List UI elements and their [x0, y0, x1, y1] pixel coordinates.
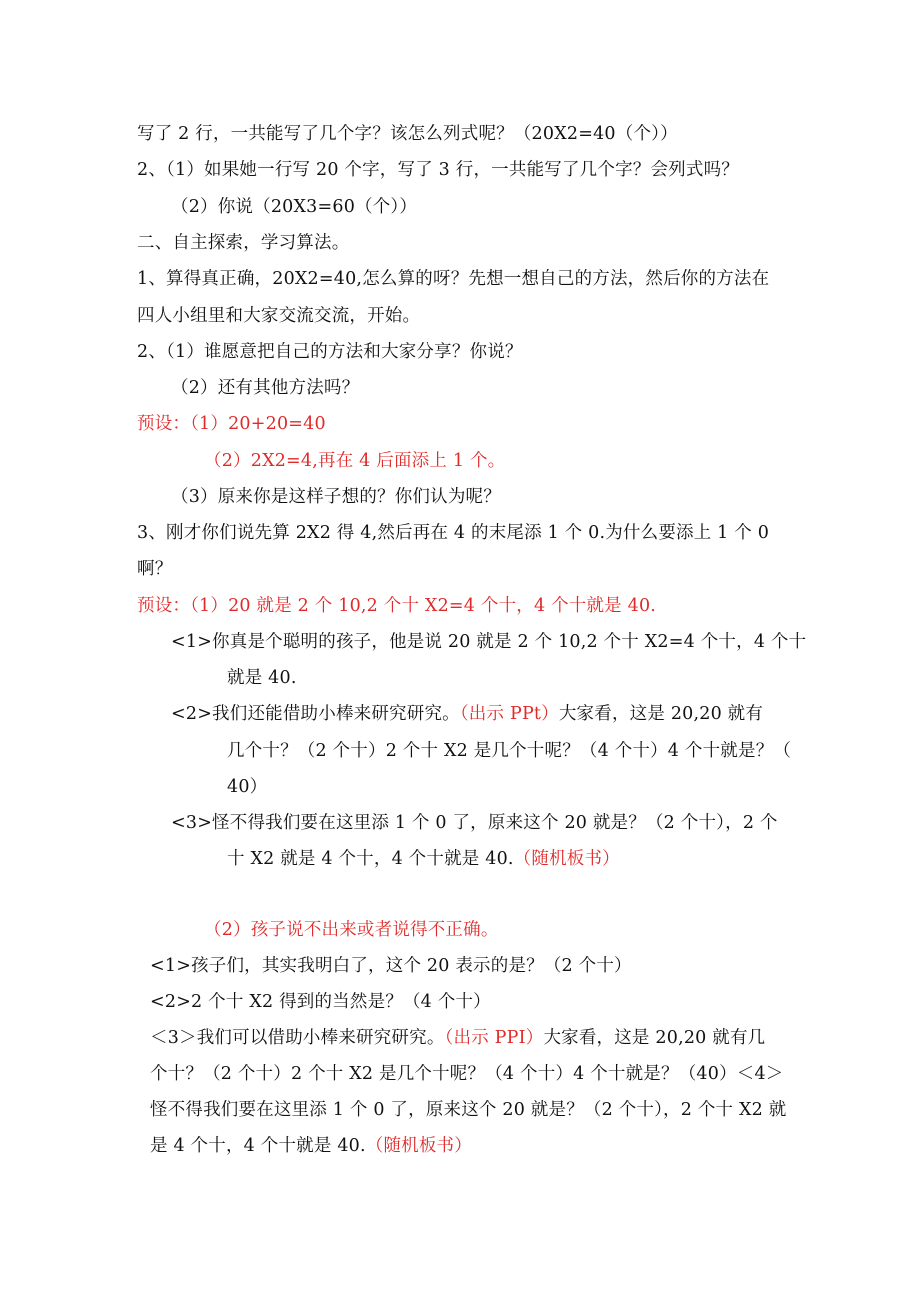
text-line — [227, 739, 791, 763]
line-text: 3、刚才你们说先算 2X2 得 4,然后再在 4 的末尾添 1 个 0.为什么要添上 1 个 0 — [137, 523, 770, 543]
preset-text: （2）孩子说不出来或者说得不正确。 — [204, 920, 499, 940]
text-line — [171, 376, 359, 400]
text-line — [171, 195, 417, 219]
annotation-text: （出示 PPt） — [459, 704, 559, 724]
line-text: <1>孩子们，其实我明白了，这个 20 表示的是？（2 个十） — [150, 956, 632, 976]
text-line — [137, 557, 172, 581]
annotation-text: （随机板书） — [513, 849, 620, 869]
text-line — [137, 340, 523, 364]
line-text: （2）还有其他方法吗？ — [171, 378, 360, 398]
text-line — [137, 521, 769, 545]
text-line — [227, 666, 297, 690]
text-line — [150, 990, 491, 1014]
text-line — [137, 267, 769, 291]
preset-text: 预设：（1）20 就是 2 个 10,2 个十 X2=4 个十，4 个十就是 40. — [137, 596, 657, 616]
section-heading — [137, 231, 349, 255]
line-text: <2>我们还能借助小棒来研究研究。 — [171, 704, 460, 724]
text-line — [171, 630, 806, 654]
preset-text: （2）2X2=4,再在 4 后面添上 1 个。 — [204, 451, 506, 471]
annotation-text: （出示 PPI） — [444, 1028, 544, 1048]
line-text: 大家看，这是 20,20 就有 — [558, 704, 764, 724]
text-line — [150, 954, 632, 978]
line-text: 二、自主探索，学习算法。 — [137, 233, 350, 253]
line-text: 1、算得真正确，20X2=40,怎么算的呀？先想一想自己的方法，然后你的方法在 — [137, 269, 770, 289]
line-text: 个十？（2 个十）2 个十 X2 是几个十呢？（4 个十）4 个十就是？（40）＜4＞ — [150, 1064, 784, 1084]
line-text: 几个十？（2 个十）2 个十 X2 是几个十呢？（4 个十）4 个十就是？（ — [227, 741, 792, 761]
line-text: （3）原来你是这样子想的？你们认为呢？ — [171, 487, 501, 507]
line-text: 写了 2 行，一共能写了几个字？该怎么列式呢？（20X2=40（个）） — [137, 124, 678, 144]
text-line — [137, 158, 739, 182]
text-line — [150, 1062, 784, 1086]
text-line — [227, 775, 267, 799]
text-line — [171, 702, 763, 726]
line-text: 就是 40. — [227, 668, 297, 688]
line-text: 是 4 个十，4 个十就是 40. — [150, 1136, 366, 1156]
text-line — [227, 847, 620, 871]
preset-line — [204, 449, 505, 473]
line-text: 2、（1）谁愿意把自己的方法和大家分享？你说？ — [137, 342, 523, 362]
annotation-text: （随机板书） — [365, 1136, 472, 1156]
preset-text: 预设：（1）20+20=40 — [137, 414, 326, 434]
line-text: ＜3＞我们可以借助小棒来研究研究。 — [150, 1028, 445, 1048]
text-line — [171, 485, 501, 509]
line-text: 四人小组里和大家交流交流，开始。 — [137, 306, 421, 326]
line-text: <1>你真是个聪明的孩子，他是说 20 就是 2 个 10,2 个十 X2=4 个十，4 个十 — [171, 632, 807, 652]
line-text: 怪不得我们要在这里添 1 个 0 了，原来这个 20 就是？（2 个十），2 个十 X2 就 — [150, 1100, 787, 1120]
line-text: <3>怪不得我们要在这里添 1 个 0 了，原来这个 20 就是？（2 个十），2 个 — [171, 813, 778, 833]
preset-line — [204, 918, 499, 942]
line-text: 2、（1）如果她一行写 20 个字，写了 3 行，一共能写了几个字？会列式吗？ — [137, 160, 739, 180]
text-line — [150, 1134, 472, 1158]
line-text: 啊？ — [137, 559, 173, 579]
text-line — [150, 1098, 786, 1122]
line-text: 十 X2 就是 4 个十，4 个十就是 40. — [227, 849, 514, 869]
line-text: <2>2 个十 X2 得到的当然是？（4 个十） — [150, 992, 491, 1012]
preset-line — [137, 594, 656, 618]
text-line — [171, 811, 778, 835]
line-text: 大家看，这是 20,20 就有几 — [543, 1028, 766, 1048]
text-line — [137, 304, 420, 328]
line-text: 40） — [227, 777, 268, 797]
preset-line — [137, 412, 326, 436]
line-text: （2）你说（20X3=60（个）） — [171, 197, 418, 217]
text-line — [137, 122, 678, 146]
text-line — [150, 1026, 765, 1050]
